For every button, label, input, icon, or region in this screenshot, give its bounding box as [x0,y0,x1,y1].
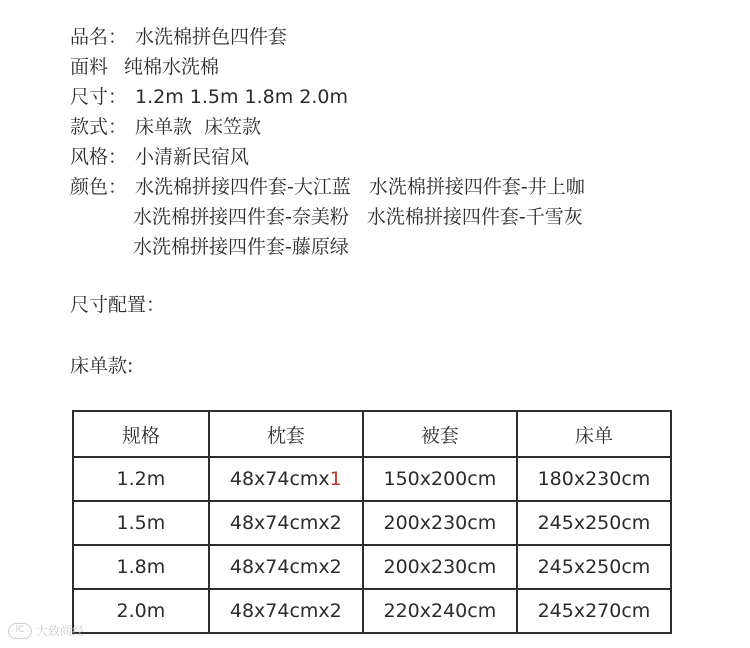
header-bedsheet: 床单 [517,411,671,457]
spec-name-value: 水洗棉拼色四件套 [135,26,288,48]
cell-sheet: 180x230cm [517,457,671,501]
product-spec-list [70,22,585,262]
watermark-text: 大致尚经 [36,624,85,638]
header-spec: 规格 [73,411,209,457]
cell-spec: 1.8m [73,545,209,589]
table-row [73,501,671,545]
cell-duvet: 200x230cm [363,545,517,589]
size-table [72,410,672,634]
color-option: 水洗棉拼接四件套-大江蓝 [135,176,351,198]
table-row [73,589,671,633]
cell-spec: 1.2m [73,457,209,501]
spec-material-label: 面料 [70,56,109,78]
cell-duvet: 220x240cm [363,589,517,633]
table-header-row [73,411,671,457]
spec-material-value: 纯棉水洗棉 [124,56,220,78]
header-duvet-cover: 被套 [363,411,517,457]
spec-style-line [70,112,585,142]
watermark [8,622,84,639]
spec-theme-line [70,142,585,172]
spec-size-label: 尺寸： [70,86,128,108]
cell-spec: 2.0m [73,589,209,633]
color-option: 水洗棉拼接四件套-藤原绿 [133,236,349,258]
spec-theme-label: 风格： [70,146,128,168]
table-row [73,457,671,501]
spec-style-label: 款式： [70,116,128,138]
cell-spec: 1.5m [73,501,209,545]
spec-color-line-3 [70,232,585,262]
spec-theme-value: 小清新民宿风 [135,146,250,168]
size-config-heading: 尺寸配置： [70,294,166,316]
cell-duvet: 150x200cm [363,457,517,501]
cell-pillowcase: 48x74cmx2 [209,545,363,589]
spec-color-line-1 [70,172,585,202]
spec-size-line [70,82,585,112]
spec-name-line [70,22,585,52]
spec-material-line [70,52,585,82]
cell-duvet: 200x230cm [363,501,517,545]
cell-sheet: 245x250cm [517,501,671,545]
color-option: 水洗棉拼接四件套-井上咖 [368,176,585,198]
cell-sheet: 245x270cm [517,589,671,633]
cell-pillowcase: 48x74cmx2 [209,589,363,633]
color-option: 水洗棉拼接四件套-奈美粉 [133,206,349,228]
watermark-logo-icon: lC [8,623,32,639]
spec-name-label: 品名： [70,26,128,48]
spec-color-label: 颜色： [70,176,128,198]
table-row [73,545,671,589]
cell-sheet: 245x250cm [517,545,671,589]
header-pillowcase: 枕套 [209,411,363,457]
spec-size-value: 1.2m 1.5m 1.8m 2.0m [135,86,349,108]
cell-pillowcase: 48x74cmx1 [209,457,363,501]
color-option: 水洗棉拼接四件套-千雪灰 [366,206,583,228]
spec-style-value: 床单款 床笠款 [135,116,262,138]
cell-pillowcase: 48x74cmx2 [209,501,363,545]
spec-color-line-2 [70,202,585,232]
bedsheet-style-heading: 床单款: [70,355,134,377]
